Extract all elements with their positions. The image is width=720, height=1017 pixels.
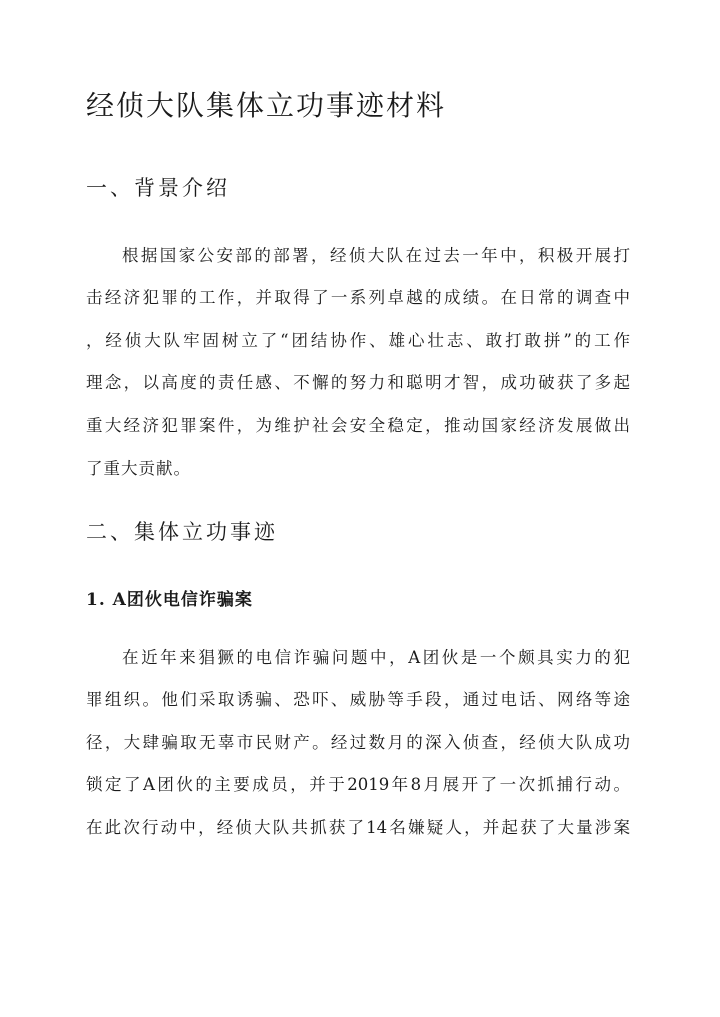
paragraph-line: ，经侦大队牢固树立了“团结协作、雄心壮志、敢打敢拼”的工作 bbox=[86, 331, 630, 350]
paragraph-line: 罪组织。他们采取诱骗、恐吓、威胁等手段，通过电话、网络等途 bbox=[86, 690, 630, 709]
paragraph-line: 了重大贡献。 bbox=[86, 459, 191, 478]
paragraph-line: 击经济犯罪的工作，并取得了一系列卓越的成绩。在日常的调查中 bbox=[86, 288, 630, 307]
document-title: 经侦大队集体立功事迹材料 bbox=[86, 89, 447, 122]
paragraph-line: 在近年来猖獗的电信诈骗问题中，A团伙是一个颇具实力的犯 bbox=[122, 648, 630, 667]
paragraph-line: 理念，以高度的责任感、不懈的努力和聪明才智，成功破获了多起 bbox=[86, 373, 630, 392]
subsection-heading-case-a: 1. A团伙电信诈骗案 bbox=[86, 590, 253, 610]
section-heading-background: 一、背景介绍 bbox=[86, 176, 230, 200]
section-heading-achievements: 二、集体立功事迹 bbox=[86, 520, 278, 544]
paragraph-line: 锁定了A团伙的主要成员，并于2019年8月展开了一次抓捕行动。 bbox=[86, 775, 630, 794]
paragraph-line: 径，大肆骗取无辜市民财产。经过数月的深入侦查，经侦大队成功 bbox=[86, 733, 630, 752]
paragraph-line: 在此次行动中，经侦大队共抓获了14名嫌疑人，并起获了大量涉案 bbox=[86, 818, 630, 837]
paragraph-line: 根据国家公安部的部署，经侦大队在过去一年中，积极开展打 bbox=[122, 246, 630, 265]
paragraph-line: 重大经济犯罪案件，为维护社会安全稳定，推动国家经济发展做出 bbox=[86, 416, 630, 435]
